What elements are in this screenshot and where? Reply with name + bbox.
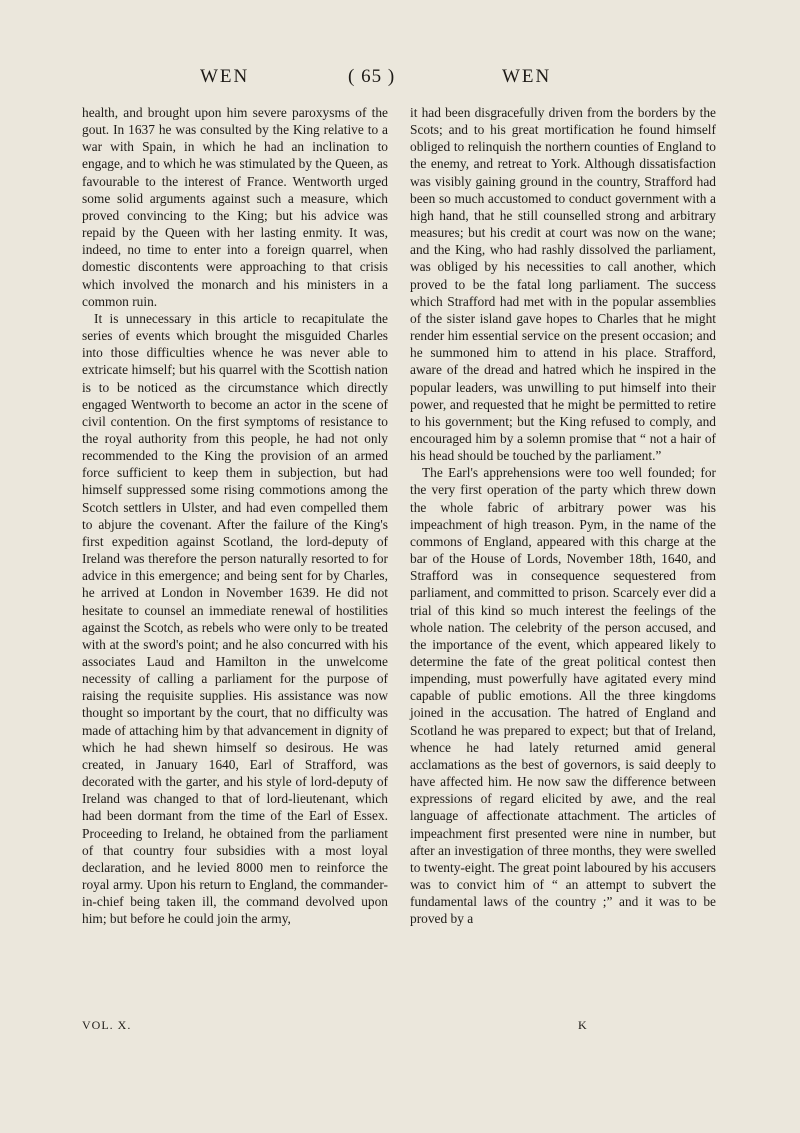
right-column <box>410 104 716 928</box>
paragraph: It is unnecessary in this article to recapitulate the series of events which brought the misguided Charles into those difficulties whence he was never able to extricate himself; but his quarrel with the Scottish nation is to be noticed as the circumstance which directly engaged Wentworth to become an actor in the scene of civil contention. On the first symptoms of resistance to the royal authority from this people, he had not only recommended to the King the provision of an armed force sufficient to keep them in subjection, but had himself suppressed some rising commotions among the Scotch settlers in Ulster, and had even compelled them to abjure the covenant. After the failure of the King's first expedition against Scotland, the lord-deputy of Ireland was therefore the person naturally resorted to for advice in this emergence; and being sent for by Charles, he arrived at London in November 1639. He did not hesitate to counsel an immediate renewal of hostilities against the Scotch, as rebels who were only to be treated with at the sword's point; and he also concurred with his associates Laud and Hamilton in the unwelcome necessity of calling a parliament for the purpose of raising the requisite supplies. His assistance was now thought so important by the court, that no difficulty was made of attaching him by that advancement in dignity of which he had shewn himself so desirous. He was created, in January 1640, Earl of Strafford, was decorated with the garter, and his style of lord-deputy of Ireland was changed to that of lord-lieutenant, which had been dormant from the time of the Earl of Essex. Proceeding to Ireland, he obtained from the parliament of that country four subsidies with a most loyal declaration, and he levied 8000 men to reinforce the royal army. Upon his return to England, the commander-in-chief being taken ill, the command devolved upon him; but before he could join the army, <box>82 310 388 927</box>
header-right-word: WEN <box>502 66 552 87</box>
header-left-word: WEN <box>200 66 250 87</box>
paragraph: it had been disgracefully driven from the borders by the Scots; and to his great mortification he found himself obliged to relinquish the northern counties of England to the enemy, and retreat to York. Although dissatisfaction was visibly gaining ground in the country, Strafford had been so much accustomed to conduct government with a high hand, that he still counselled strong and arbitrary measures; but his credit at court was now on the wane; and the King, who had rashly dissolved the parliament, was obliged by his necessities to call another, which proved to be the fatal long parliament. The success which Strafford had met with in the popular assemblies of the sister island gave hopes to Charles that he might render him essential service on the present occasion; and he summoned him to attend in his place. Strafford, aware of the dread and hatred which he inspired in the popular leaders, was unwilling to put himself into their power, and requested that he might be permitted to retire to his government; but the King refused to comply, and encouraged him by a solemn promise that “ not a hair of his head should be touched by the parliament.” <box>410 105 716 464</box>
running-header <box>200 66 620 96</box>
paragraph: The Earl's apprehensions were too well founded; for the very first operation of the party which threw down the whole fabric of arbitrary power was his impeachment of high treason. Pym, in the name of the commons of England, appeared with this charge at the bar of the House of Lords, November 18th, 1640, and Strafford was in consequence sequestered from parliament, and committed to prison. Scarcely ever did a trial of this kind so much interest the feelings of the whole nation. The celebrity of the person accused, and the importance of the event, which appeared likely to determine the fate of the great political contest then impending, must powerfully have agitated every mind capable of public emotions. All the three kingdoms joined in the accusation. The hatred of England and Scotland he was prepared to expect; but that of Ireland, whence he had lately returned amid general acclamations as the best of governors, is said deeply to have affected him. He now saw the difference between expressions of regard elicited by awe, and the real language of affectionate attachment. The articles of impeachment first presented were nine in number, but after an investigation of three months, they were swelled to twenty-eight. The great point laboured by his accusers was to convict him of “ an attempt to subvert the fundamental laws of the country ;” and it was to be proved by a <box>410 465 716 927</box>
left-column <box>82 104 388 928</box>
signature-mark: K <box>578 1018 588 1032</box>
page-number: ( 65 ) <box>348 66 396 87</box>
paragraph: health, and brought upon him severe paroxysms of the gout. In 1637 he was consulted by the King relative to a war with Spain, in which he had an inclination to engage, and to which he was stimulated by the Queen, as favourable to the interest of France. Wentworth urged some solid arguments against such a measure, which proved convincing to the King; but his advice was repaid by the Queen with her lasting enmity. It was, indeed, no time to enter into a foreign quarrel, when domestic discontents were approaching to that crisis which involved the monarch and his ministers in a common ruin. <box>82 105 388 309</box>
volume-label: VOL. X. <box>82 1018 132 1032</box>
